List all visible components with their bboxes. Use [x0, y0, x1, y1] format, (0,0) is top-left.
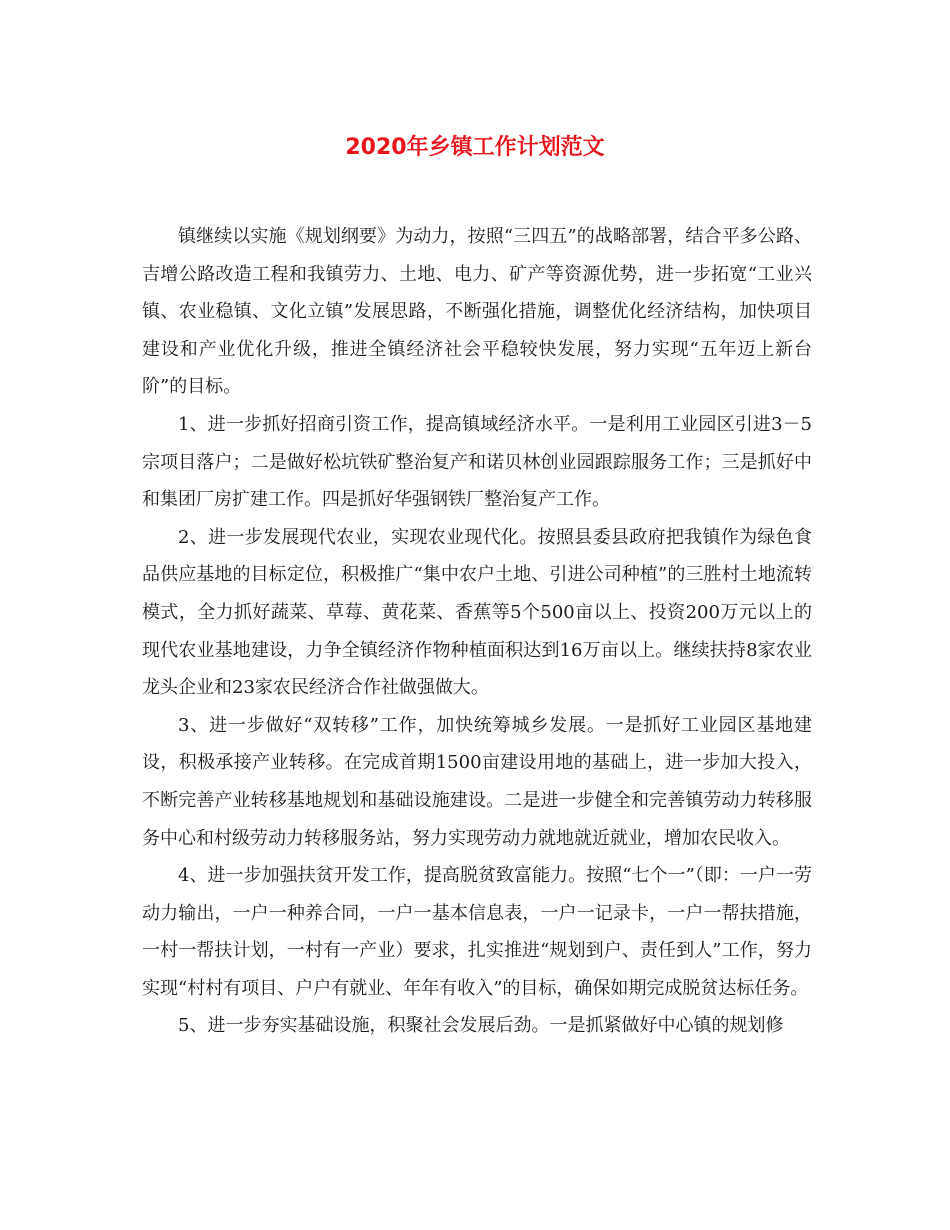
paragraph-infrastructure: 5、进一步夯实基础设施，积聚社会发展后劲。一是抓紧做好中心镇的规划修 [178, 1015, 784, 1037]
paragraph-intro: 镇继续以实施《规划纲要》为动力，按照“三四五”的战略部署，结合平多公路、吉增公路改造工程和我镇劳力、土地、电力、矿产等资源优势，进一步拓宽“工业兴镇、农业稳镇、文化立镇”发展思路，不断强化措施，调整优化经济结构，加快项目建设和产业优化升级，推进全镇经济社会平稳较快发展，努力实现“五年迈上新台阶”的目标。 [142, 226, 812, 398]
paragraph-dual-transfer: 3、进一步做好“双转移”工作，加快统筹城乡发展。一是抓好工业园区基地建设，积极承接产业转移。在完成首期1500亩建设用地的基础上，进一步加大投入，不断完善产业转移基地规划和基础设施建设。二是进一步健全和完善镇劳动力转移服务中心和村级劳动力转移服务站，努力实现劳动力就地就近就业，增加农民收入。 [142, 714, 812, 849]
paragraph-poverty-relief: 4、进一步加强扶贫开发工作，提高脱贫致富能力。按照“七个一”（即：一户一劳动力输出，一户一种养合同，一户一基本信息表，一户一记录卡，一户一帮扶措施，一村一帮扶计划，一村有一产业）要求，扎实推进“规划到户、责任到人”工作，努力实现“村村有项目、户户有就业、年年有收入”的目标，确保如期完成脱贫达标任务。 [142, 865, 812, 999]
paragraph-investment: 1、进一步抓好招商引资工作，提高镇域经济水平。一是利用工业园区引进3－5宗项目落户；二是做好松坑铁矿整治复产和诺贝林创业园跟踪服务工作；三是抓好中和集团厂房扩建工作。四是抓好华强钢铁厂整治复产工作。 [142, 413, 812, 511]
paragraph-agriculture: 2、进一步发展现代农业，实现农业现代化。按照县委县政府把我镇作为绿色食品供应基地的目标定位，积极推广“集中农户土地、引进公司种植”的三胜村土地流转模式，全力抓好蔬菜、草莓、黄花菜、香蕉等5个500亩以上、投资200万元以上的现代农业基地建设，力争全镇经济作物种植面积达到16万亩以上。继续扶持8家农业龙头企业和23家农民经济合作社做强做大。 [142, 526, 812, 699]
document-title: 2020年乡镇工作计划范文 [345, 135, 605, 160]
document-body [142, 218, 812, 1045]
